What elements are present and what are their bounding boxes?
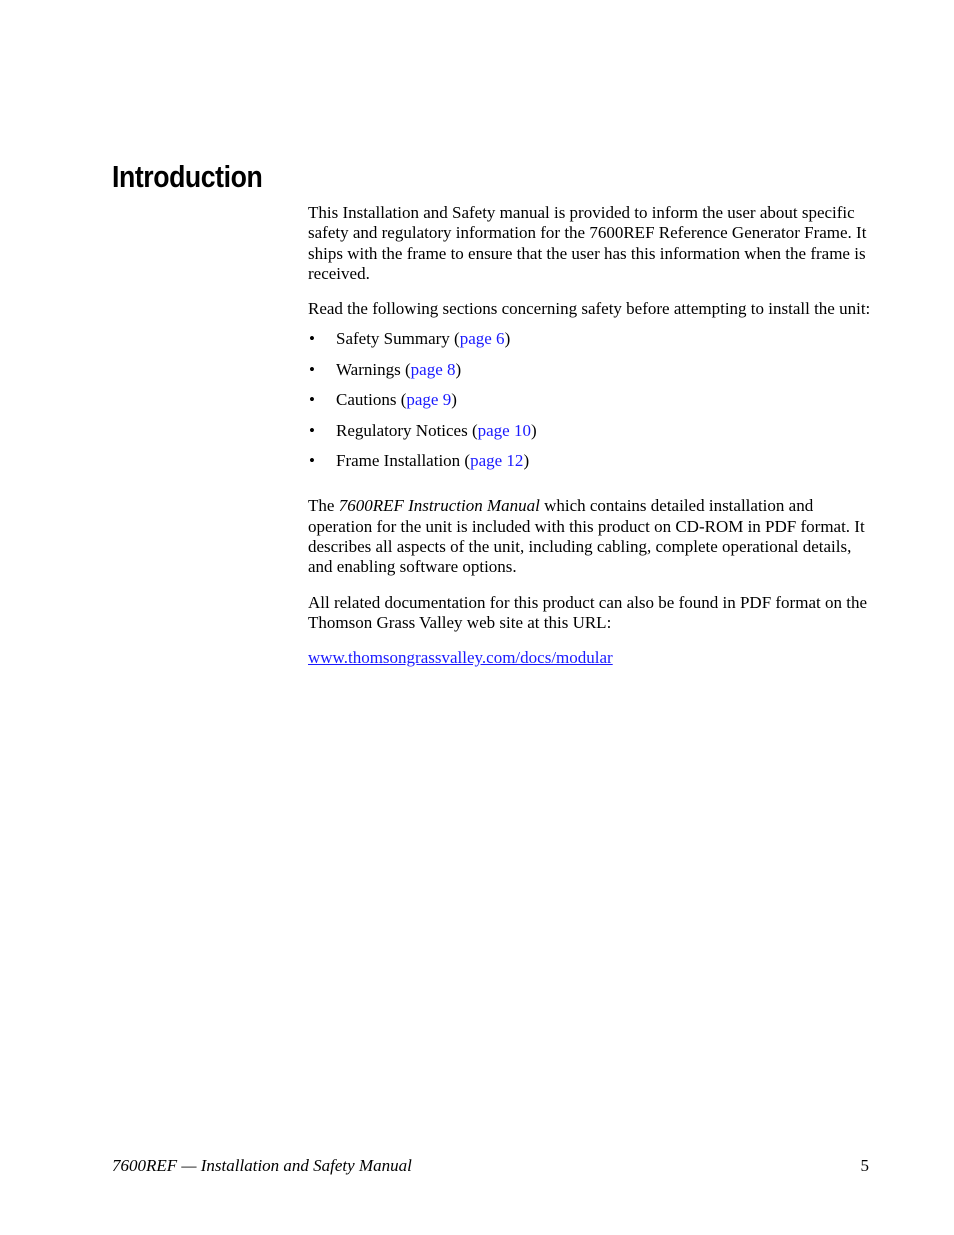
list-item-cautions: • Cautions (page 9) <box>309 390 457 410</box>
list-item-warnings: • Warnings (page 8) <box>309 359 462 379</box>
page-link-frame-installation[interactable]: page 12 <box>470 451 524 471</box>
manual-paragraph <box>308 496 874 577</box>
list-item-label: Cautions <box>336 390 397 410</box>
page-link-warnings[interactable]: page 8 <box>410 359 456 379</box>
list-item-frame-installation: • Frame Installation (page 12) <box>309 451 530 471</box>
read-paragraph: Read the following sections concerning safety before attempting to install the unit: <box>308 299 871 319</box>
docs-paragraph: All related documentation for this product can also be found in PDF format on the Thomson Grass Valley web site at this URL: <box>308 592 867 632</box>
bullet-icon: • <box>309 420 315 440</box>
docs-url-paragraph <box>308 648 874 668</box>
bullet-icon: • <box>309 451 315 471</box>
list-item-label: Regulatory Notices <box>336 420 468 440</box>
list-item-label: Frame Installation <box>336 451 461 471</box>
list-item-label: Warnings <box>336 359 401 379</box>
list-item-safety-summary: • Safety Summary (page 6) <box>309 329 511 349</box>
bullet-icon: • <box>309 359 315 379</box>
body-content <box>308 203 874 684</box>
page-link-regulatory-notices[interactable]: page 10 <box>477 420 531 440</box>
page-link-safety-summary[interactable]: page 6 <box>459 329 505 349</box>
section-list <box>308 329 874 481</box>
docs-url-link[interactable]: www.thomsongrassvalley.com/docs/modular <box>308 648 613 668</box>
manual-paragraph-prefix: The <box>308 496 339 516</box>
manual-title: 7600REF Instruction Manual <box>338 496 540 516</box>
intro-paragraph: This Installation and Safety manual is provided to inform the user about specific safety and regulatory information for the 7600REF Reference Generator Frame. It ships with the frame to ensure that the user has this information when the frame is received. <box>308 203 867 283</box>
page-link-cautions[interactable]: page 9 <box>406 390 452 410</box>
bullet-icon: • <box>309 329 315 349</box>
footer-title: 7600REF — Installation and Safety Manual <box>112 1156 412 1175</box>
bullet-icon: • <box>309 390 315 410</box>
manual-paragraph-suffix: which contains detailed installation and operation for the unit is included with this product on CD-ROM in PDF format. It describes all aspects of the unit, including cabling, complete operational details, and enabling software options. <box>308 496 865 577</box>
page-title: Introduction <box>112 159 263 194</box>
footer-page-number: 5 <box>860 1156 869 1175</box>
list-item-regulatory-notices: • Regulatory Notices (page 10) <box>309 420 537 440</box>
list-item-label: Safety Summary <box>336 329 450 349</box>
